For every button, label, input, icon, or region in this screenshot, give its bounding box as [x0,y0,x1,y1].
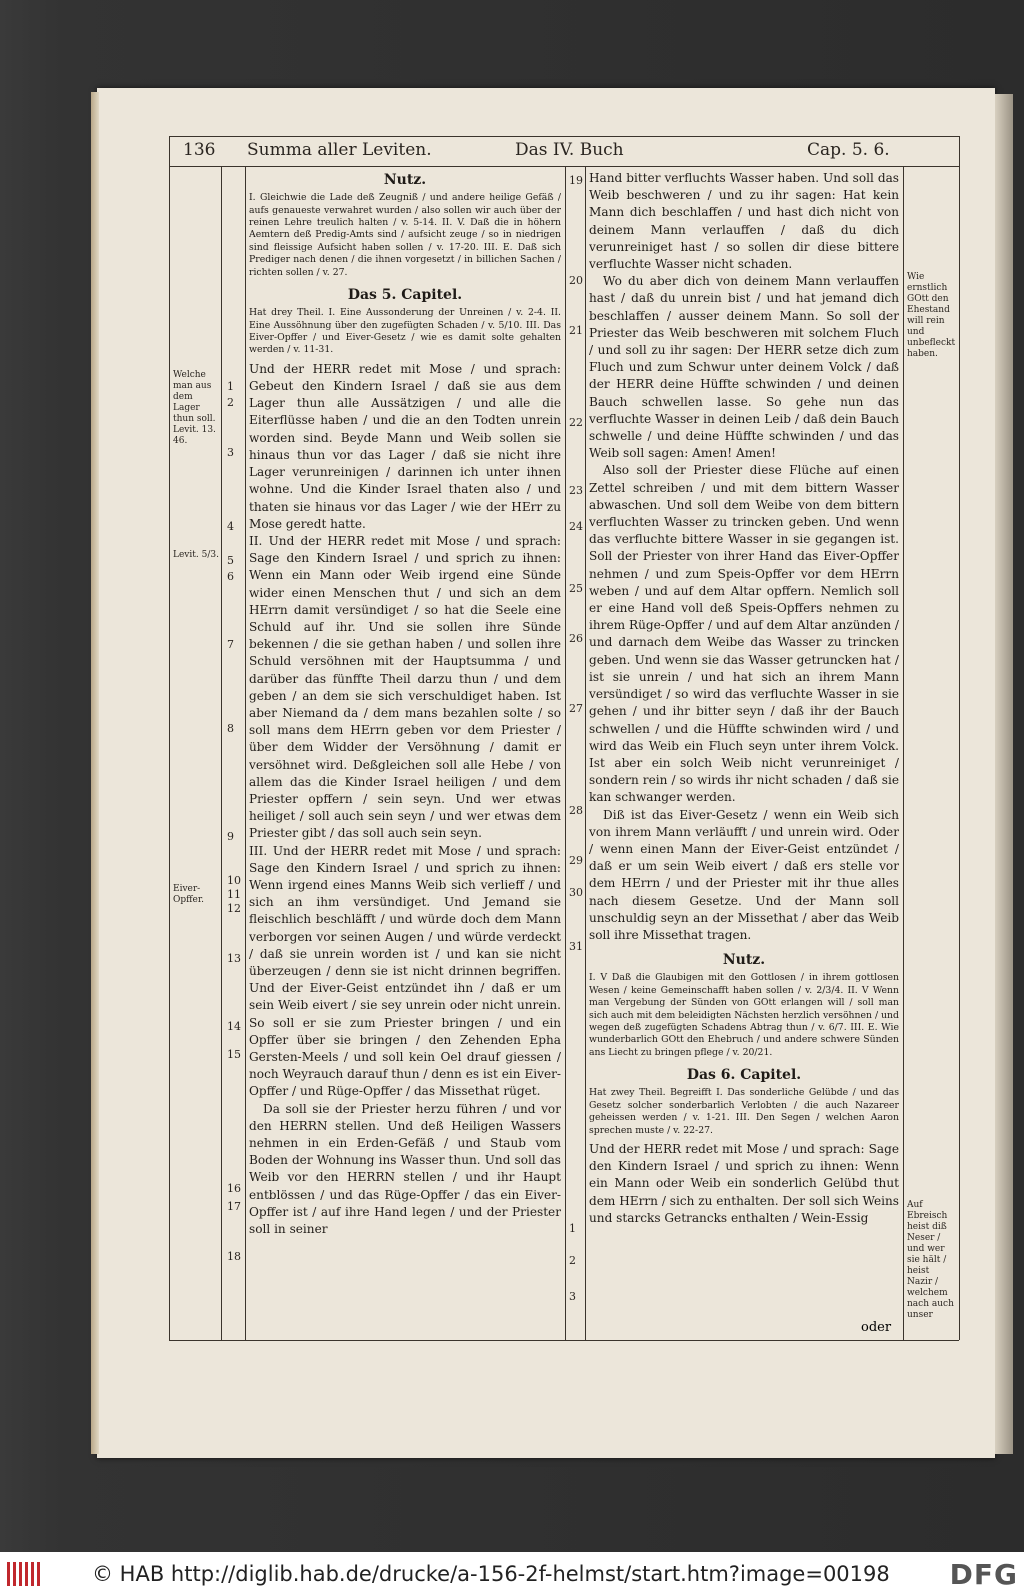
verse-number: 29 [569,854,583,867]
rule-margin-right [903,166,904,1340]
verse-number: 21 [569,324,583,337]
margin-note-ehestand: Wie ernstlich GOtt den Ehestand will rein und unbefleckt haben. [907,272,956,359]
verse-number: 25 [569,582,583,595]
verse-number: 22 [569,416,583,429]
verse-number: 8 [227,722,234,735]
verse-number: 7 [227,638,234,651]
header-rule [169,166,959,167]
page-number: 136 [183,140,216,160]
right-text-column [589,170,899,1336]
verse-number: 2 [569,1254,576,1267]
top-rule [169,136,959,137]
verse-number: 3 [227,446,234,459]
verse-number: 3 [569,1290,576,1303]
chapter-5-paragraph-1: Und der HERR redet mit Mose / und sprach: Gebeut den Kindern Israel / daß sie aus dem Lager thun alle Aussätzigen / und alle die Eiterflüsse haben / und die an den Todten unrein worden sind. Beyde Mann und Weib sollen sie hinaus thun vor das Lager / daß sie nicht ihre Lager verunreinigen / darinnen ich unter ihnen wohne. Und die Kinder Israel thaten also / und thaten sie hinaus vor das Lager / wie der HErr zu Mose geredt hatte. [249,361,561,531]
chapter-6-summary: Hat zwey Theil. Begreifft I. Das sonderliche Gelübde / und das Gesetz solcher sonderbarlich Verlobten / die auch Nazareer geheissen werden / v. 1-21. III. Den Segen / welchen Aaron sprechen muste / v. 22-27. [589,1087,899,1136]
rule-verse-right [585,166,586,1340]
verse-number: 15 [227,1048,241,1061]
margin-note-eiver: Eiver-Opffer. [173,884,205,905]
verse-number: 12 [227,902,241,915]
verse-number: 14 [227,1020,241,1033]
chapter-5-paragraph-4: Da soll sie der Priester herzu führen / und vor den HERRN stellen. Und deß Heiligen Wassers nehmen in ein Erden-Gefäß / und Staub vom Boden der Wohnung ins Wasser thun. Und soll das Weib vor den HERRN stellen / und ihr Haupt entblössen / und das Rüge-Opffer / das ein Eiver-Opffer ist / auf ihre Hand legen / und der Priester soll in seiner [249,1101,561,1237]
verse-number: 17 [227,1200,241,1213]
verse-number: 4 [227,520,234,533]
running-title-right: Cap. 5. 6. [807,140,890,160]
verse-number: 27 [569,702,583,715]
bottom-rule [169,1340,959,1341]
margin-note-welche: Welche man aus dem Lager thun soll. Levit. 13. 46. [173,370,216,446]
verse-number: 1 [227,380,234,393]
verse-number: 18 [227,1250,241,1263]
verse-number: 13 [227,952,241,965]
verse-number: 9 [227,830,234,843]
rule-verse-left [245,166,246,1340]
verse-number: 5 [227,554,234,567]
right-paragraph-1: Hand bitter verfluchts Wasser haben. Und soll das Weib beschweren / und zu ihr sagen: Hat kein Mann dich beschlaffen / und hast dich nicht von deinem Mann verlauffen / daß du dich verunreiniget hast / so sollen dir diese bittere verfluchte Wasser nicht schaden. [589,171,899,272]
rule-outer-left [169,136,170,1340]
left-text-column [249,170,561,1336]
hab-logo-icon [6,1560,46,1588]
verse-number: 26 [569,632,583,645]
verse-number: 6 [227,570,234,583]
margin-note-levit: Levit. 5/3. [173,550,219,560]
chapter-6-heading: Das 6. Capitel. [686,1067,802,1084]
nutz-text-right: I. V Daß die Glaubigen mit den Gottlosen / in ihrem gottlosen Wesen / keine Gemeinschafft haben sollen / v. 2/3/4. II. V Wenn man Vergebung der Sünden von GOtt erlangen will / soll man sich auch mit dem beleidigten Nächsten herzlich versöhnen / und wegen deß zugefügten Schadens Abtrag thun / v. 6/7. III. E. Wie wunderbarlich GOtt den Ehebruch / und andere schwere Sünden ans Liecht zu bringen pflege / v. 20/21. [589,972,899,1058]
rule-center [565,166,566,1340]
verse-number: 11 [227,888,241,901]
verse-number: 30 [569,886,583,899]
copyright-url: © HAB http://diglib.hab.de/drucke/a-156-2f-helmst/start.htm?image=00198 [92,1562,890,1586]
right-paragraph-3: Also soll der Priester diese Flüche auf einen Zettel schreiben / und mit dem bittern Wasser abwaschen. Und soll dem Weibe von dem bittern verfluchten Wasser zu trincken geben. Und wenn das verfluchte bittere Wasser in sie gegangen ist. Soll der Priester von ihrer Hand das Eiver-Opffer nehmen / und zum Speis-Opffer vor dem HErrn weben / und auf dem Altar opffern. Nemlich soll er eine Hand voll deß Speis-Opffers nehmen zu ihrem Rüge-Opffer / und auf dem Altar anzünden / und darnach dem Weibe das Wasser zu trincken geben. Und wenn sie das Wasser getruncken hat / ist sie unrein / und hat sich an ihrem Mann versündiget / so wird das verfluchte Wasser in sie gehen / und ihr bitter seyn / daß ihr der Bauch schwellen / und die Hüffte schwinden wird / und wird das Weib ein Fluch seyn unter ihrem Volck. Ist aber ein solch Weib nicht verunreiniget / sondern rein / so wirds ihr nicht schaden / daß sie kan schwanger werden. [589,463,899,805]
verse-number: 1 [569,1222,576,1235]
verse-number: 10 [227,874,241,887]
verse-number: 28 [569,804,583,817]
verse-number: 19 [569,174,583,187]
nutz-heading-left: Nutz. [383,172,427,188]
rule-margin-left [221,166,222,1340]
right-paragraph-2: Wo du aber dich von deinem Mann verlauffen hast / daß du unrein bist / und hat jemand dich beschlaffen / ausser deinem Mann. So soll der Priester das Weib beschweren mit solchem Fluch / und soll zu ihr sagen: Der HERR setze dich zum Fluch und zum Schwur unter deinem Volck / daß der HERR deine Hüffte schwinden / und deinen Bauch schwellen lasse. So gehe nun das verfluchte Wasser in deinen Leib / daß dein Bauch schwelle / und deine Hüffte schwinden / und das Weib soll sagen: Amen! Amen! [589,274,899,461]
running-title-left: Summa aller Leviten. [247,140,432,160]
nutz-text-left: I. Gleichwie die Lade deß Zeugniß / und andere heilige Gefäß / aufs genaueste verwahret wurden / also sollen wir auch über der reinen Lehre treulich halten / v. 5-14. II. V. Daß die in höhern Aemtern deß Predig-Amts sind / aufsicht zeuge / so in niedrigen sind fleissige Aufsicht haben sollen / v. 17-20. III. E. Daß sich Prediger nach denen / die ihnen vorgesetzt / in billichen Sachen / richten sollen / v. 27. [249,192,561,278]
verse-number: 24 [569,520,583,533]
verse-number: 23 [569,484,583,497]
verse-number: 20 [569,274,583,287]
book-page [97,88,995,1458]
chapter-5-paragraph-2: II. Und der HERR redet mit Mose / und sprach: Sage den Kindern Israel / und sprich zu ihnen: Wenn ein Mann oder Weib irgend eine Sünde wider einen Menschen thut / und sich an dem HErrn damit versündiget / so hat die Seele eine Schuld auf ihr. Und sie sollen ihre Sünde bekennen / die sie gethan haben / und sollen ihre Schuld versöhnen mit der Hauptsumma / und darüber das fünffte Theil darzu thun / und dem geben / an dem sie sich verschuldiget haben. Ist aber Niemand da / dem mans bezahlen solte / so soll mans dem HErrn geben vor dem Priester / über dem Widder der Versöhnung / damit er versöhnet wird. Deßgleichen soll alle Hebe / von allem das die Kinder Israel heiligen / und dem Priester opffern / sein seyn. Und wer etwas heiliget / soll auch sein seyn / und wer etwas dem Priester gibt / das soll auch sein seyn. [249,533,561,841]
page-edge-left [91,92,99,1454]
chapter-5-paragraph-3: III. Und der HERR redet mit Mose / und sprach: Sage den Kindern Israel / und sprich zu ihnen: Wenn irgend eines Manns Weib sich verlieff / und sich an ihm versündiget. Und Jemand sie fleischlich beschläfft / und würde doch dem Mann verborgen vor seinen Augen / und würde verdeckt / daß sie unrein worden ist / und kan sie nicht überzeugen / denn sie ist nicht drinnen begriffen. Und der Eiver-Geist entzündet ihn / daß er um sein Weib eivert / sie sey unrein oder nicht unrein. So soll er sie zum Priester bringen / und ein Opffer über sie bringen / den Zehenden Epha Gersten-Meels / und soll kein Oel drauf giessen / noch Weyrauch darauf thun / denn es ist ein Eiver-Opffer / und Rüge-Opffer / das Missethat rüget. [249,843,561,1099]
dfg-logo: DFG [949,1558,1018,1591]
right-paragraph-4: Diß ist das Eiver-Gesetz / wenn ein Weib sich von ihrem Mann verläufft / und unrein wird. Oder / wenn einen Mann der Eiver-Geist entzündet / daß er um sein Weib eivert / daß ers stelle vor dem HErrn / und der Priester mit ihr thue alles nach diesem Gesetze. Und der Mann soll unschuldig seyn an der Missethat / aber das Weib soll ihre Missethat tragen. [589,807,899,942]
verse-number: 2 [227,396,234,409]
verse-number: 16 [227,1182,241,1195]
page-edge-right [995,94,1013,1454]
footer-bar [0,1552,1024,1596]
catchword: oder [861,1320,892,1335]
chapter-6-paragraph-1: Und der HERR redet mit Mose / und sprach: Sage den Kindern Israel / und sprich zu ihnen: Wenn ein Mann oder Weib ein sonderlich Gelübd thut dem HErrn / sich zu enthalten. Der soll sich Weins und starcks Getrancks enthalten / Wein-Essig [589,1142,899,1225]
chapter-5-heading: Das 5. Capitel. [347,287,463,304]
verse-number: 31 [569,940,583,953]
running-title-center: Das IV. Buch [515,140,624,160]
rule-outer-right [959,136,960,1340]
chapter-5-summary: Hat drey Theil. I. Eine Aussonderung der Unreinen / v. 2-4. II. Eine Aussöhnung über den zugefügten Schaden / v. 5/10. III. Das Eiver-Opffer / und Eiver-Gesetz / wie es damit solte gehalten werden / v. 11-31. [249,307,561,356]
nutz-heading-right: Nutz. [722,952,766,969]
margin-note-neser: Auf Ebreisch heist diß Neser / und wer sie hält / heist Nazir / welchem nach auch unser [907,1200,954,1320]
